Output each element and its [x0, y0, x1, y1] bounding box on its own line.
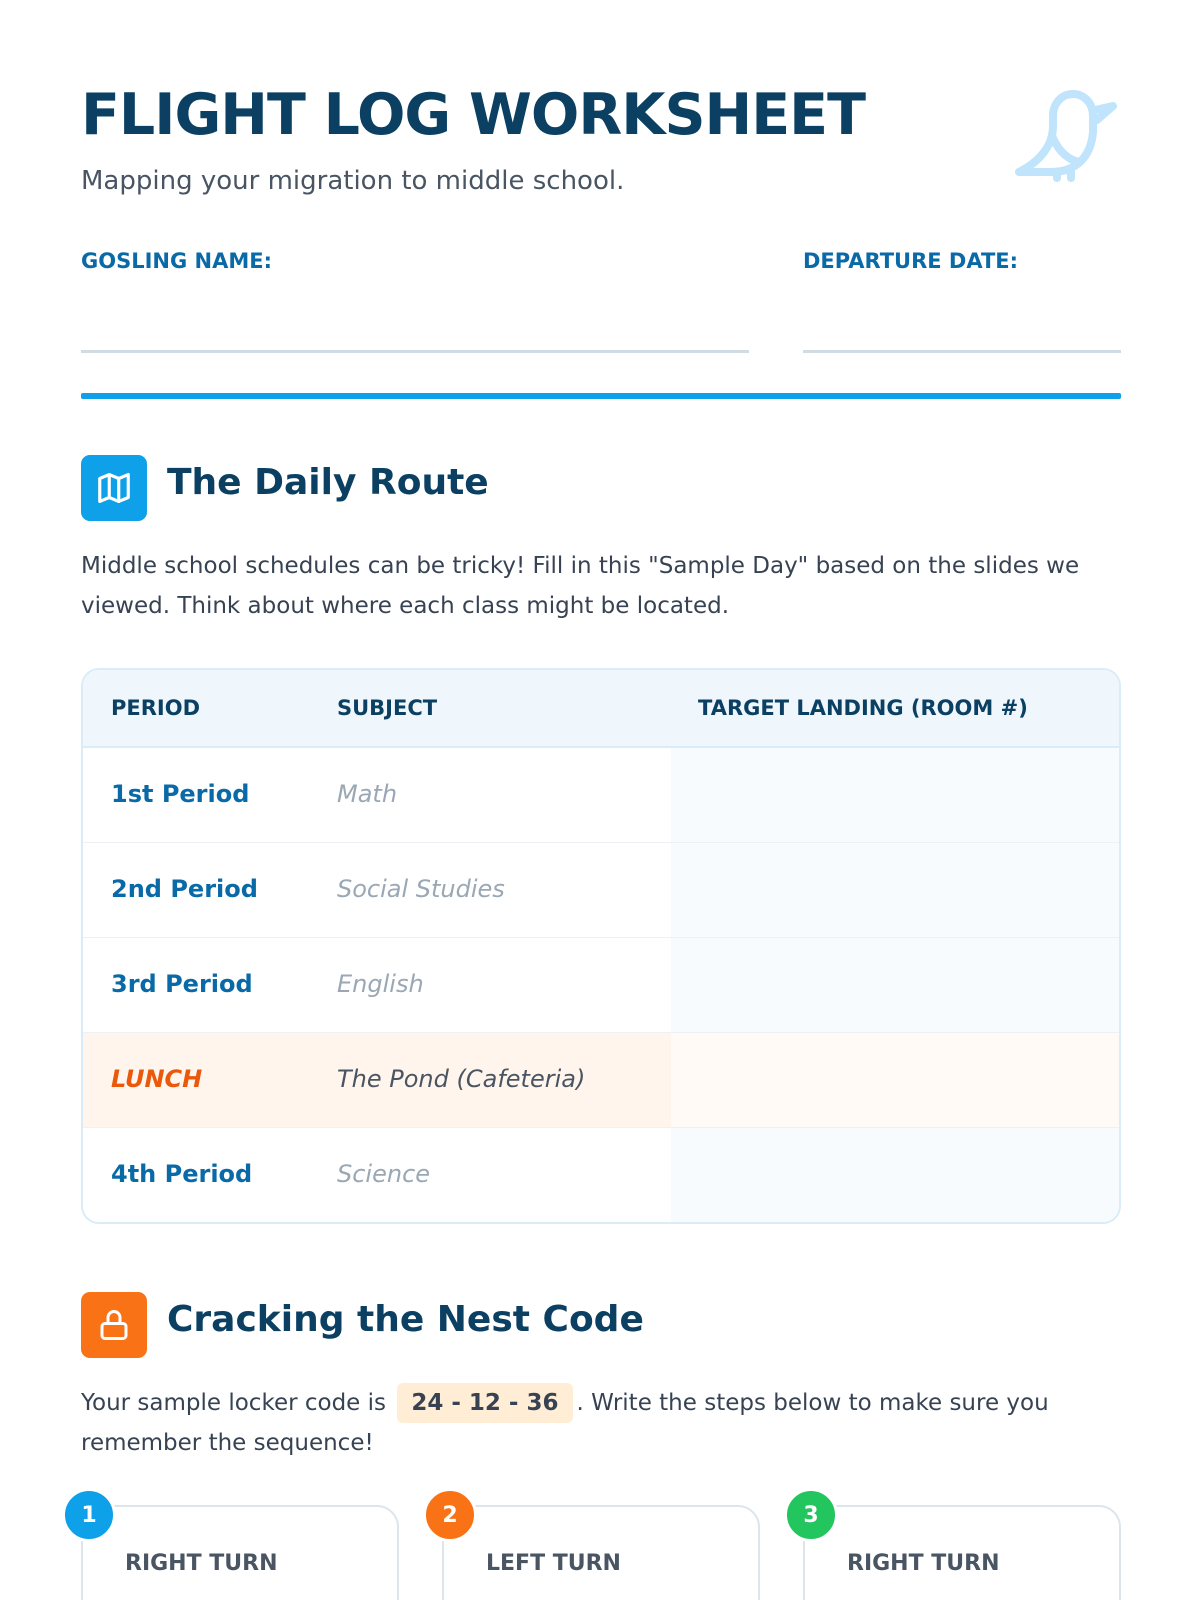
table-row	[83, 748, 1119, 843]
room-input-cell[interactable]	[671, 1033, 1119, 1127]
column-header-subject: SUBJECT	[337, 696, 438, 720]
column-header-room: TARGET LANDING (ROOM #)	[698, 696, 1028, 720]
period-cell: LUNCH	[111, 1065, 203, 1093]
table-row	[83, 843, 1119, 938]
schedule-table-header	[83, 670, 1119, 748]
table-row-lunch	[83, 1033, 1119, 1128]
gosling-name-label: GOSLING NAME:	[81, 249, 272, 273]
map-icon	[81, 455, 147, 521]
period-cell: 3rd Period	[111, 970, 253, 998]
step-number-badge: 2	[423, 1488, 477, 1542]
gosling-name-field[interactable]	[81, 350, 749, 353]
daily-route-title: The Daily Route	[167, 462, 489, 503]
step-label: RIGHT TURN	[847, 1551, 1000, 1576]
page-subtitle: Mapping your migration to middle school.	[81, 166, 625, 196]
column-header-period: PERIOD	[111, 696, 201, 720]
step-number-badge: 3	[784, 1488, 838, 1542]
step-card[interactable]	[803, 1505, 1121, 1600]
subject-cell: Social Studies	[337, 875, 505, 903]
worksheet-page	[81, 0, 1121, 1600]
daily-route-description: Middle school schedules can be tricky! Fill in this "Sample Day" based on the slides we viewed. Think about where each class might be located.	[81, 553, 1080, 619]
bird-icon	[1015, 86, 1119, 182]
schedule-table	[81, 668, 1121, 1224]
subject-cell: English	[337, 970, 424, 998]
period-cell: 1st Period	[111, 780, 250, 808]
step-number-badge: 1	[62, 1488, 116, 1542]
period-cell: 2nd Period	[111, 875, 258, 903]
nest-code-description	[81, 1383, 1121, 1463]
lock-icon	[81, 1292, 147, 1358]
nest-code-title: Cracking the Nest Code	[167, 1299, 644, 1340]
departure-date-field[interactable]	[803, 350, 1121, 353]
nest-code-text-after: . Write the steps below to make sure you remember the sequence!	[81, 1390, 1049, 1456]
room-input-cell[interactable]	[671, 748, 1119, 842]
subject-cell: Science	[337, 1160, 431, 1188]
nest-code-text-before: Your sample locker code is	[81, 1390, 387, 1416]
room-input-cell[interactable]	[671, 938, 1119, 1032]
locker-code-badge: 24 - 12 - 36	[397, 1383, 572, 1423]
page-title: FLIGHT LOG WORKSHEET	[81, 82, 865, 148]
step-label: LEFT TURN	[486, 1551, 621, 1576]
subject-cell: Math	[337, 780, 398, 808]
subject-cell: The Pond (Cafeteria)	[337, 1065, 586, 1093]
step-card[interactable]	[81, 1505, 399, 1600]
header-divider	[81, 393, 1121, 399]
room-input-cell[interactable]	[671, 1128, 1119, 1223]
room-input-cell[interactable]	[671, 843, 1119, 937]
step-label: RIGHT TURN	[125, 1551, 278, 1576]
period-cell: 4th Period	[111, 1160, 253, 1188]
step-card[interactable]	[442, 1505, 760, 1600]
table-row	[83, 938, 1119, 1033]
departure-date-label: DEPARTURE DATE:	[803, 249, 1019, 273]
table-row	[83, 1128, 1119, 1223]
